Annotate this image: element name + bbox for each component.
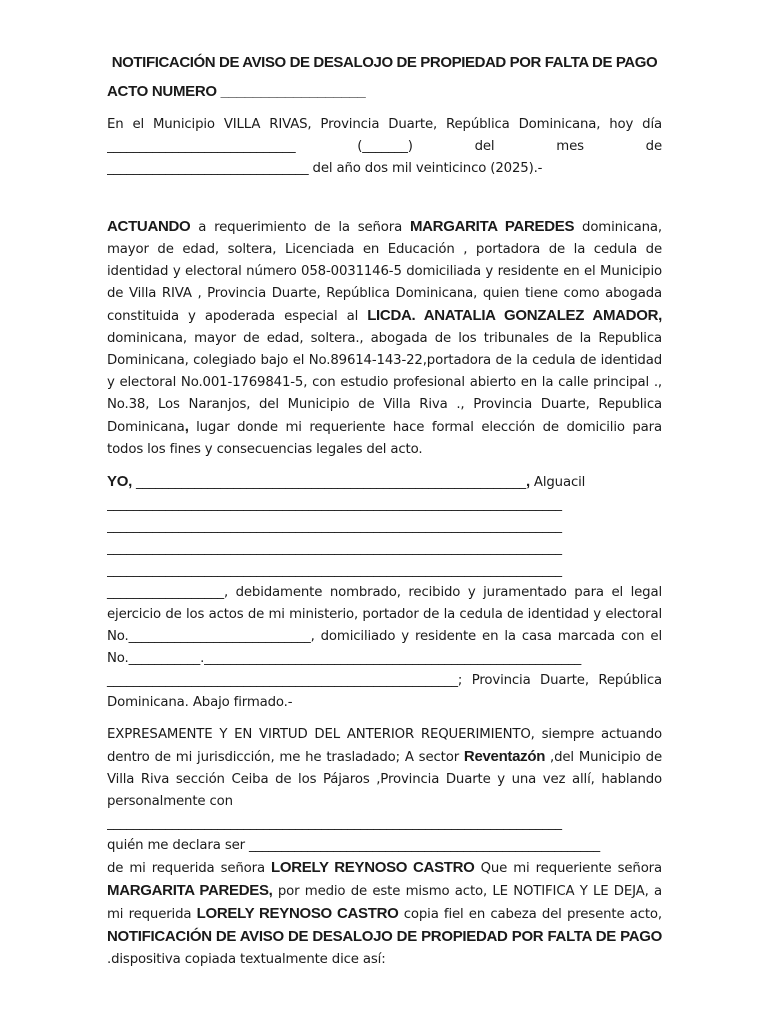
yo-comma: ,: [525, 473, 530, 490]
actuando-text-3: dominicana, mayor de edad, soltera., abogada de los tribunales de la Republica Dominicana, colegiado bajo el No.89614-143-22,portadora de la cedula de identidad y electoral No.001-1769841-5, con estudio profesional abierto en la calle principal ., No.38, Los Naranjos, del Municipio de Villa Riva ., Provincia Duarte, Republica Dominicana: [107, 331, 662, 435]
yo-blank-line-4: ______________________________________________________________________: [107, 541, 562, 556]
acto-numero: ACTO NUMERO __________________: [107, 83, 366, 100]
requeriente-name-2: MARGARITA PAREDES,: [107, 882, 273, 899]
yo-blank-line-3: ______________________________________________________________________: [107, 519, 562, 534]
document-title: NOTIFICACIÓN DE AVISO DE DESALOJO DE PROPIEDAD POR FALTA DE PAGO: [111, 54, 658, 71]
actuando-paragraph: [107, 216, 662, 461]
notifica-t6: por medio de este mismo acto, LE NOTIFICA Y LE DEJA, a mi requerida: [107, 884, 663, 922]
expresamente-text-1: [107, 724, 662, 813]
yo-text-3: ______________________________________________________; Provincia Duarte, República Dominicana. Abajo firmado.-: [107, 673, 662, 710]
yo-text-2: __________________, debidamente nombrado, recibido y juramentado para el legal ejercicio de los actos de mi ministerio, portador de la cedula de identidad y electoral No.____________________________, domiciliado y residente en la casa marcada con el No.___________.__________________________________________________________: [107, 585, 662, 666]
yo-alguacil: Alguacil: [529, 475, 586, 490]
yo-lead: YO,: [107, 473, 132, 490]
actuando-text-4: lugar donde mi requeriente hace formal elección de domicilio para todos los fines y consecuencias legales del acto.: [107, 420, 662, 457]
notificacion-title-inline: NOTIFICACIÓN DE AVISO DE DESALOJO DE PROPIEDAD POR FALTA DE PAGO: [107, 928, 662, 945]
requeriente-name: MARGARITA PAREDES: [409, 218, 575, 235]
expresamente-blank-line: ______________________________________________________________________: [107, 816, 562, 831]
notifica-t5: Que mi requeriente señora: [474, 861, 662, 876]
yo-paragraph: [107, 471, 662, 714]
document-body: [107, 54, 662, 971]
intro-line-3: _______________________________ del año dos mil veinticinco (2025).-: [107, 161, 543, 176]
yo-blank-line-2: ______________________________________________________________________: [107, 497, 562, 512]
notifica-t8: .dispositiva copiada textualmente dice así:: [107, 952, 386, 967]
expresamente-t1: EXPRESAMENTE Y EN VIRTUD DEL ANTERIOR REQUERIMIENTO, siempre actuando dentro de mi jurisdicción, me he trasladado; A sector: [107, 727, 662, 765]
sector-name: Reventazón: [463, 748, 546, 765]
notifica-t7: copia fiel en cabeza del presente acto,: [398, 907, 662, 922]
actuando-lead: ACTUANDO: [107, 218, 191, 235]
actuando-text-1: a requerimiento de la señora: [190, 220, 410, 235]
notifica-t4: de mi requerida señora: [107, 861, 272, 876]
expresamente-paragraph: [107, 724, 662, 971]
requerida-name-1: LORELY REYNOSO CASTRO: [271, 859, 475, 876]
requerida-name-2: LORELY REYNOSO CASTRO: [196, 905, 399, 922]
yo-line-1: [107, 471, 662, 494]
actuando-comma: ,: [184, 418, 189, 435]
yo-blank: ____________________________________________________________: [131, 475, 526, 490]
abogada-name: LICDA. ANATALIA GONZALEZ AMADOR,: [367, 307, 662, 324]
quien-declara-line: quién me declara ser ______________________________________________________: [107, 838, 600, 853]
expresamente-t2: ,del Municipio de Villa Riva sección Ceiba de los Pájaros ,Provincia Duarte y una vez allí, hablando personalmente con: [107, 750, 662, 809]
yo-blank-line-5: ______________________________________________________________________: [107, 563, 562, 578]
actuando-text-2: dominicana, mayor de edad, soltera, Licenciada en Educación , portadora de la cedula de identidad y electoral número 058-0031146-5 domiciliada y residente en el Municipio de Villa RIVA , Provincia Duarte, República Dominicana, quien tiene como abogada constituida y apoderada especial al: [107, 220, 662, 324]
intro-line-1: En el Municipio VILLA RIVAS, Provincia Duarte, República Dominicana, hoy día: [107, 117, 662, 132]
intro-line-2: _____________________________ (_______) del mes de: [107, 139, 662, 154]
intro-paragraph: [107, 114, 662, 180]
notifica-paragraph: [107, 857, 662, 971]
